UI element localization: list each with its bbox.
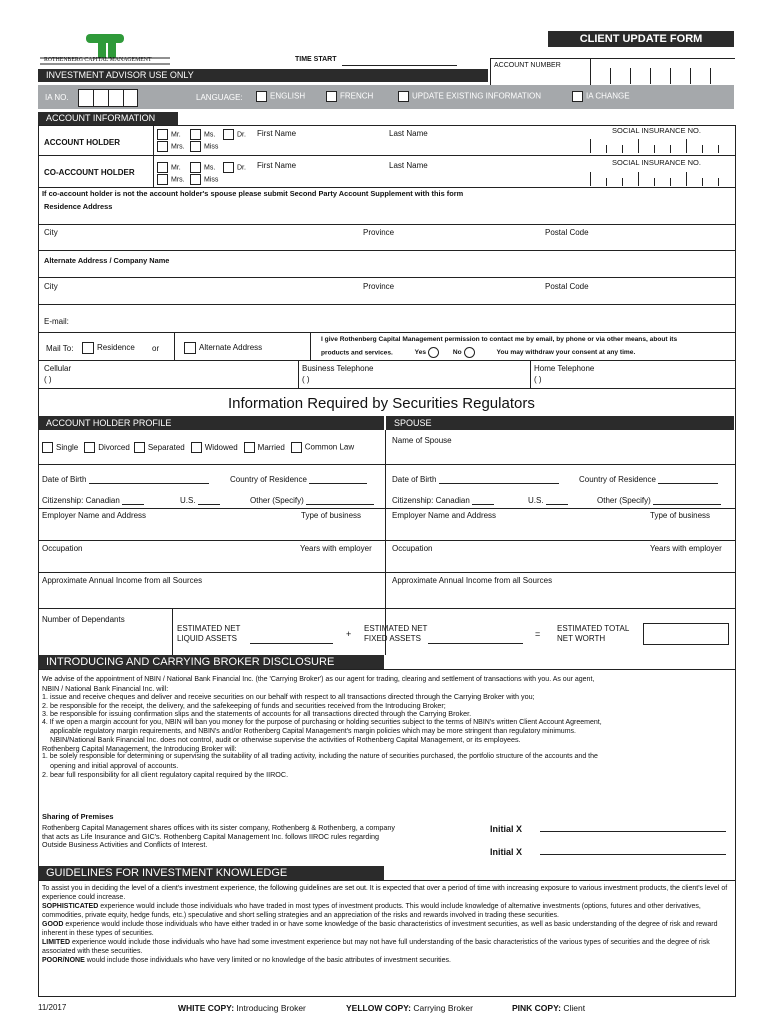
time-start-line[interactable] [342,65,457,66]
advisor-bar [38,69,488,82]
or-label: or [152,344,160,353]
province-label: Province [363,228,395,237]
logo-text: ROTHENBERG CAPITAL MANAGEMENT [44,57,152,63]
advisor-row [38,85,734,109]
regulators-heading: Information Required by Securities Regulators [228,395,535,412]
miss-checkbox[interactable] [190,141,201,152]
advisor-bar-title: INVESTMENT ADVISOR USE ONLY [46,70,194,80]
spouse-years-label: Years with employer [650,544,722,553]
sin-input[interactable] [590,139,734,153]
mrs-checkbox[interactable] [157,141,168,152]
co-mr-checkbox[interactable] [157,162,168,173]
email-label: E-mail: [44,317,69,326]
married-checkbox[interactable] [244,442,255,453]
spouse-type-of-business-label: Type of business [650,511,711,520]
disclosure-line: NBIN / National Bank Financial Inc. will: [42,683,169,693]
income-label: Approximate Annual Income from all Sources [42,576,203,585]
widowed-label: Widowed [204,442,238,452]
sharing-line: Outside Business Activities and Conflicts of Interest. [42,840,208,850]
sin-label: SOCIAL INSURANCE NO. [612,126,701,135]
disclosure-line: NBIN/National Bank Financial Inc. does not control, audit or otherwise supervise the activities of Rothenberg Capital Management, or its employees. [50,735,521,745]
pink-copy-label: PINK COPY: [512,1003,561,1013]
home-tel-paren[interactable]: ( ) [534,375,542,384]
citizenship-canadian-input[interactable] [122,504,144,505]
cellular-label: Cellular [44,364,72,373]
mail-alt-label: Alternate Address [199,343,263,353]
update-info-checkbox[interactable] [398,91,409,102]
disclosure-line: 1. be solely responsible for determining or supervising the suitability of all trading activity, including the nature of securities purchased, the portfolio structure of the accounts and the [42,753,598,761]
disclosure-line: 2. be responsible for the receipt, the delivery, and the safekeeping of funds and securities received from the Introducing Broker; [42,700,446,710]
mr-label: Mr. [171,131,181,139]
spouse-income-label: Approximate Annual Income from all Sources [392,576,553,585]
spouse-other-label: Other (Specify) [597,496,651,505]
initial-1-input[interactable] [540,831,726,832]
disclosure-line: 3. be responsible for issuing confirmation slips and the statements of accounts for all transactions directed through the Carrying Broker. [42,709,472,719]
spouse-us-input[interactable] [546,504,568,505]
guideline-key: LIMITED [42,939,70,946]
co-account-holder-label: CO-ACCOUNT HOLDER [44,168,135,177]
consent-line2: products and services. [321,349,393,357]
employer-label: Employer Name and Address [42,511,147,520]
profile-bar [38,416,384,430]
net-fixed-input[interactable] [428,643,523,644]
spouse-dob-label: Date of Birth [392,475,437,484]
sharing-text [42,824,482,850]
co-first-name-label: First Name [257,161,297,170]
language-label: LANGUAGE: [196,93,243,102]
spouse-employer-label: Employer Name and Address [392,511,497,520]
account-number-label: ACCOUNT NUMBER [494,62,561,69]
spouse-citizenship-input[interactable] [472,504,494,505]
spouse-country-label: Country of Residence [579,475,656,484]
plus-sign: + [346,629,352,639]
co-miss-checkbox[interactable] [190,174,201,185]
yellow-copy-label: YELLOW COPY: [346,1003,412,1013]
english-label: ENGLISH [270,91,306,101]
ia-no-label: IA NO. [45,93,69,102]
guideline-key: POOR/NONE [42,957,85,964]
spouse-citizenship-label: Citizenship: Canadian [392,496,470,505]
spouse-country-input[interactable] [658,483,718,484]
disclosure-bar-title: INTRODUCING AND CARRYING BROKER DISCLOSURE [46,656,335,668]
company-logo [40,30,170,66]
net-liquid-label-2: LIQUID ASSETS [177,634,238,643]
type-of-business-label: Type of business [301,511,362,520]
account-info-bar [38,112,178,125]
us-label: U.S. [180,496,196,505]
disclosure-line: applicable regulatory margin requirements, and NBIN's and/or Rothenberg Capital Management's margin policies which may be more stringent than regulatory minimums. [50,727,576,735]
net-liquid-label-1: ESTIMATED NET [177,624,241,633]
english-checkbox[interactable] [256,91,267,102]
disclosure-line: opening and initial approval of accounts. [50,760,179,770]
divorced-checkbox[interactable] [84,442,95,453]
co-last-name-label: Last Name [389,161,428,170]
spouse-dob-input[interactable] [439,483,559,484]
alt-city-label: City [44,282,58,291]
dob-label: Date of Birth [42,475,87,484]
spouse-us-label: U.S. [528,496,544,505]
net-fixed-label-1: ESTIMATED NET [364,624,428,633]
sharing-line: that acts as Life Insurance and GIC's. Rothenberg Capital Management Inc. follows IIROC rules regarding [42,831,379,841]
co-dr-label: Dr. [237,164,246,172]
co-mrs-label: Mrs. [171,176,185,184]
alternate-address-label: Alternate Address / Company Name [44,256,170,265]
white-copy-value: Introducing Broker [236,1003,306,1013]
common-law-label: Common Law [304,442,355,452]
spouse-bar-title: SPOUSE [394,418,432,428]
separated-label: Separated [147,442,185,452]
common-law-checkbox[interactable] [291,442,302,453]
account-holder-label: ACCOUNT HOLDER [44,138,120,147]
profile-bar-title: ACCOUNT HOLDER PROFILE [46,418,172,428]
alt-postal-code-label: Postal Code [545,282,589,291]
total-label-1: ESTIMATED TOTAL [557,624,630,633]
dr-checkbox[interactable] [223,129,234,140]
last-name-label: Last Name [389,129,428,138]
citizenship-label: Citizenship: Canadian [42,496,120,505]
sharing-line: Rothenberg Capital Management shares offices with its sister company, Rothenberg & Rothenberg, a company [42,823,395,832]
ia-change-label: IA CHANGE [586,91,630,101]
married-label: Married [257,442,285,452]
single-label: Single [56,442,79,452]
spouse-other-input[interactable] [653,504,721,505]
sharing-title: Sharing of Premises [42,812,114,821]
co-dr-checkbox[interactable] [223,162,234,173]
alt-province-label: Province [363,282,395,291]
first-name-label: First Name [257,129,297,138]
years-label: Years with employer [300,544,372,553]
ms-checkbox[interactable] [190,129,201,140]
consent-no-label: No [452,349,462,357]
form-title: CLIENT UPDATE FORM [548,31,734,47]
single-checkbox[interactable] [42,442,53,453]
guideline-key: GOOD [42,921,64,928]
co-ms-checkbox[interactable] [190,162,201,173]
name-of-spouse-label: Name of Spouse [392,436,452,445]
equals-sign: = [535,629,541,639]
net-fixed-label-2: FIXED ASSETS [364,634,421,643]
mail-alt-checkbox[interactable] [184,342,196,354]
spouse-bar [386,416,734,430]
guideline-text: experience would include those individuals who have had some investment experience but may not have full understanding of the basic characteristics of the various types of securities and the degree of risk associated with these securities. [42,939,710,955]
business-tel-paren[interactable]: ( ) [302,375,310,384]
us-input[interactable] [198,504,220,505]
country-input[interactable] [309,483,367,484]
guideline-intro: To assist you in deciding the level of a client's investment experience, the following guidelines are set out. It is expected that over a period of time with increasing exposure to various investment products, the client's level of experience could increase. [42,885,728,901]
guidelines-bar-title: GUIDELINES FOR INVESTMENT KNOWLEDGE [46,867,288,879]
divorced-label: Divorced [98,442,130,452]
co-miss-label: Miss [204,176,219,184]
home-tel-label: Home Telephone [534,364,595,373]
co-sin-label: SOCIAL INSURANCE NO. [612,158,701,167]
co-sin-input[interactable] [590,172,734,186]
business-tel-label: Business Telephone [302,364,374,373]
guideline-text: experience would include those individuals who have traded in most types of investment products. This would include knowledge of alternative investments (options, futures and other derivatives, commodities, private equity, hedge funds, etc.) speculative and short selling strategies and an appreciation of the risks and rewards involved in trading these securities. [42,903,701,919]
pink-copy-value: Client [563,1003,586,1013]
white-copy-label: WHITE COPY: [178,1003,235,1013]
ms-label: Ms. [204,131,216,139]
dr-label: Dr. [237,131,246,139]
occupation-label: Occupation [42,544,83,553]
account-info-title: ACCOUNT INFORMATION [46,113,156,123]
update-info-label: UPDATE EXISTING INFORMATION [412,91,542,101]
country-label: Country of Residence [230,475,307,484]
french-checkbox[interactable] [326,91,337,102]
french-label: FRENCH [340,91,374,101]
guidelines-text [42,885,730,966]
withdraw-note: You may withdraw your consent at any time. [496,349,636,357]
co-account-note: If co-account holder is not the account holder's spouse please submit Second Party Account Supplement with this form [42,189,464,198]
co-mr-label: Mr. [171,164,181,172]
miss-label: Miss [204,143,219,151]
disclosure-line: 1. issue and receive cheques and deliver and receive securities on our behalf with respect to all transactions directed through the Carrying Broker with you; [42,692,535,702]
disclosure-line: We advise of the appointment of NBIN / National Bank Financial Inc. (the 'Carrying Broker') as our agent for trading, clearing and settlement of transactions with you. As our agent, [42,676,595,683]
disclosure-line: 4. If we open a margin account for you, NBIN will ban you money for the purpose of purchasing or holding securities subject to the terms of NBIN's written Client Account Agreement, [42,718,602,726]
postal-code-label: Postal Code [545,228,589,237]
consent-yes-label: Yes [414,349,427,357]
other-label: Other (Specify) [250,496,304,505]
disclosure-bar [38,655,384,669]
separated-checkbox[interactable] [134,442,145,453]
ia-change-checkbox[interactable] [572,91,583,102]
spouse-occupation-label: Occupation [392,544,433,553]
cellular-paren[interactable]: ( ) [44,375,52,384]
residence-address-label: Residence Address [44,202,113,211]
co-ms-label: Ms. [204,164,216,172]
form-date: 11/2017 [38,1003,67,1012]
dependants-label: Number of Dependants [42,615,125,624]
net-worth-input[interactable] [643,623,729,645]
disclosure-line: 2. bear full responsibility for all client regulatory capital required by the IIROC. [42,769,289,779]
initial-2-input[interactable] [540,854,726,855]
guideline-text: experience would include those individuals who have either traded in or have some knowledge of the basic characteristics of investment securities, as well as basic understanding of the degree of risk and reward inherent in these types of securities. [42,921,718,937]
guideline-text: would include those individuals who have very limited or no knowledge of the basic attributes of investment securities. [84,957,451,964]
guidelines-bar [38,866,384,880]
widowed-checkbox[interactable] [191,442,202,453]
disclosure-line: Rothenberg Capital Management, the Introducing Broker will: [42,743,237,753]
mail-residence-checkbox[interactable] [82,342,94,354]
disclosure-text [42,676,732,779]
yellow-copy-value: Carrying Broker [413,1003,473,1013]
initial-2-label: Initial X [490,847,523,857]
consent-yes-radio[interactable] [428,347,439,358]
mrs-label: Mrs. [171,143,185,151]
mr-checkbox[interactable] [157,129,168,140]
other-input[interactable] [306,504,374,505]
net-liquid-input[interactable] [250,643,333,644]
consent-line1: I give Rothenberg Capital Management permission to contact me by email, by phone or via other means, about its [321,336,678,343]
total-label-2: NET WORTH [557,634,606,643]
initial-1-label: Initial X [490,824,523,834]
time-start-label: TIME START [295,56,337,63]
guideline-key: SOPHISTICATED [42,903,99,910]
mail-to-label: Mail To: [46,344,74,353]
co-mrs-checkbox[interactable] [157,174,168,185]
marital-status-group [42,442,354,453]
mail-residence-label: Residence [97,343,135,353]
consent-no-radio[interactable] [464,347,475,358]
city-label: City [44,228,58,237]
dob-input[interactable] [89,483,209,484]
